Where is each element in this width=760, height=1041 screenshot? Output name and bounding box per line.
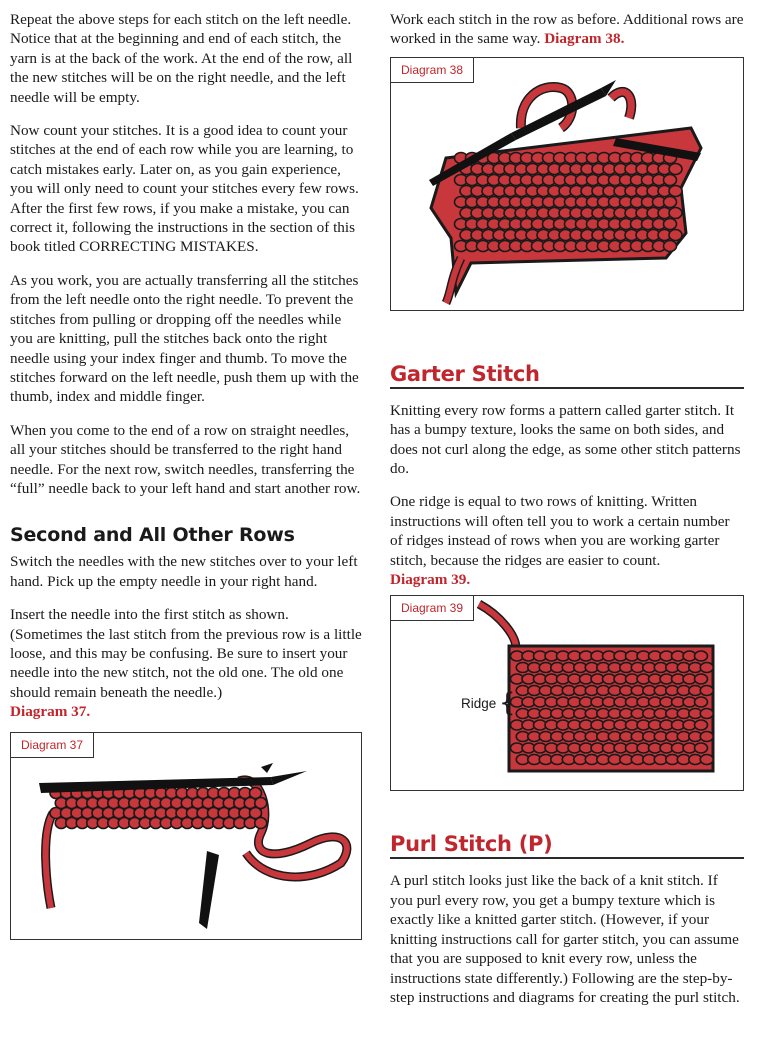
section-heading: Purl Stitch (P) — [390, 831, 744, 859]
stitch-loop — [669, 229, 682, 240]
diagram-reference: Diagram 39. — [390, 571, 471, 589]
paragraph — [10, 605, 362, 721]
paragraph: A purl stitch looks just like the back of a knit stitch. If you purl every row, you get a bumpy texture which is exactly like a knitted garter stitch. (However, if your knitting instructions call for garter stitch, you can assume that you are supposed to knit every row, unless the instructions state differently.) Following are the step-by-step instructions and diagrams for creating the purl stitch. — [390, 872, 740, 1006]
stitch-loop — [695, 720, 708, 730]
stitch-loop — [695, 674, 708, 684]
right-column — [390, 10, 744, 1021]
paragraph: When you come to the end of a row on straight needles, all your stitches should be transferred to the right hand needle. For the next row, switch needles, transferring the “full” needle back to your left hand and start another row. — [10, 421, 361, 497]
stitch-loop — [700, 755, 713, 765]
stitch-loop — [669, 163, 682, 174]
paragraph: As you work, you are actually transferring all the stitches from the left needle onto the right needle. To prevent the stitches from pulling or dropping off the needles while you are knitting, pull the stitches back onto the right needle using your index finger and thumb. To move the stitches forward on the left needle, push them up with the thumb, index and middle finger. — [10, 271, 359, 406]
stitch-loop — [664, 240, 677, 251]
diagram-label: Diagram 39 — [391, 596, 474, 621]
stitch-loop — [700, 709, 713, 719]
left-column — [10, 10, 362, 940]
stitch-loop — [669, 185, 682, 196]
stitch-loop — [700, 732, 713, 742]
stitch-loop — [695, 651, 708, 661]
paragraph: Switch the needles with the new stitches over to your left hand. Pick up the empty needle in your right hand. — [10, 553, 358, 590]
diagram-37 — [10, 732, 362, 940]
paragraph-text: One ridge is equal to two rows of knitting. Written instructions will often tell you to work a certain number of ridges instead of rows when you are working garter stitch, because the ridges are easier to count. — [390, 493, 730, 569]
stitch-loop — [700, 686, 713, 696]
diagram-39 — [390, 595, 744, 791]
stitch-loop — [664, 196, 677, 207]
stitch-loop — [664, 174, 677, 185]
diagram-reference: Diagram 38. — [544, 30, 625, 48]
section-heading: Second and All Other Rows — [10, 524, 295, 547]
paragraph: Repeat the above steps for each stitch on the left needle. Notice that at the beginning and end of each stitch, the yarn is at the back of the work. At the end of the row, all the new stitches will be on the right needle, and the left needle will be empty. — [10, 11, 353, 106]
stitch-loop — [669, 207, 682, 218]
knitted-rows-illustration — [391, 58, 745, 312]
paragraph-text: Work each stitch in the row as before. Additional rows are worked in the same way. — [390, 11, 744, 48]
needle-stitch-illustration — [11, 733, 363, 941]
paragraph-text: Insert the needle into the first stitch as shown. (Sometimes the last stitch from the previous row is a little loose, and this may be confusing. Be sure to insert your needle into the new stitch, not the old one. The old one should remain beneath the needle.) — [10, 606, 362, 701]
paragraph: Now count your stitches. It is a good idea to count your stitches at the end of each row while you are learning, to catch mistakes early. Later on, as you gain experience, you will only need to count your stitches every few rows. After the first few rows, if you make a mistake, you can correct it, following the instructions in the section of this book titled CORRECTING MISTAKES. — [10, 122, 359, 256]
paragraph — [390, 10, 744, 49]
stitch-loop — [695, 697, 708, 707]
paragraph — [390, 492, 744, 589]
paragraph: Knitting every row forms a pattern called garter stitch. It has a bumpy texture, looks the same on both sides, and does not curl along the edge, as some other stitch patterns do. — [390, 401, 741, 478]
diagram-reference: Diagram 37. — [10, 703, 91, 721]
stitch-loop — [695, 743, 708, 753]
stitch-loop — [255, 817, 267, 828]
stitch-loop — [700, 663, 713, 673]
ridge-brace: { — [499, 688, 516, 719]
diagram-38 — [390, 57, 744, 311]
diagram-label: Diagram 38 — [391, 58, 474, 83]
ridge-label: Ridge — [461, 696, 497, 712]
garter-stitch-illustration — [391, 596, 745, 792]
section-heading: Garter Stitch — [390, 361, 744, 389]
diagram-label: Diagram 37 — [11, 733, 94, 758]
stitch-loop — [664, 218, 677, 229]
